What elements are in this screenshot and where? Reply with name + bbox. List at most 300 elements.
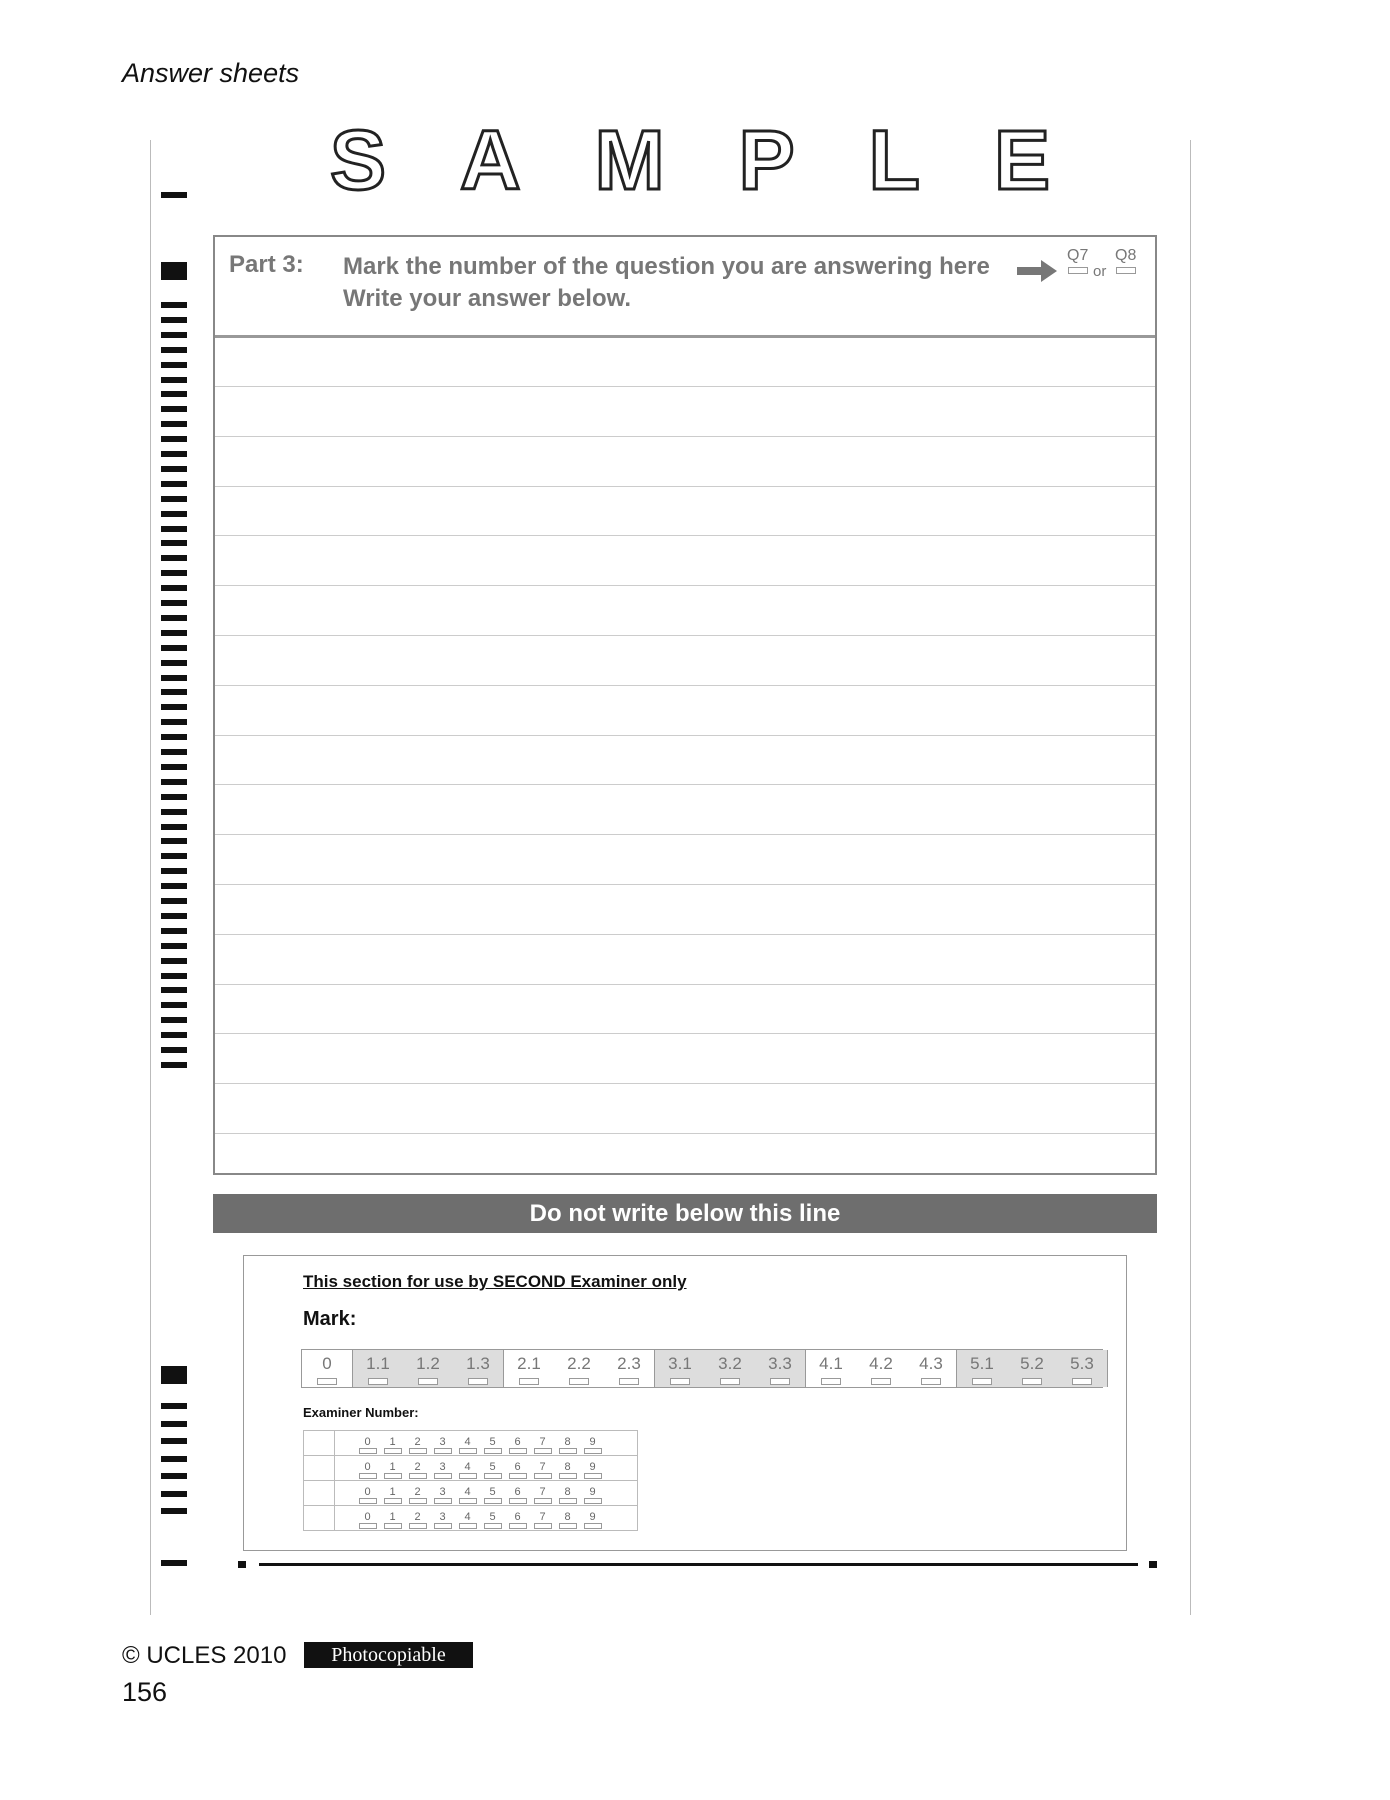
digit-row [304, 1481, 638, 1506]
checkbox[interactable] [534, 1498, 552, 1504]
mark-value: 4.2 [869, 1354, 893, 1373]
timing-mark [161, 362, 187, 368]
checkbox[interactable] [584, 1523, 602, 1529]
timing-mark [161, 943, 187, 949]
answer-line [215, 635, 1155, 636]
checkbox[interactable] [720, 1378, 740, 1385]
mark-option[interactable] [604, 1350, 654, 1387]
checkbox[interactable] [584, 1448, 602, 1454]
digit-option[interactable] [580, 1486, 605, 1504]
timing-mark [161, 928, 187, 934]
watermark-letter: M [594, 113, 665, 207]
checkbox[interactable] [534, 1473, 552, 1479]
timing-mark [161, 332, 187, 338]
mark-value: 5.3 [1070, 1354, 1094, 1373]
timing-mark [161, 377, 187, 383]
digit-label: 0 [364, 1511, 371, 1523]
timing-mark [161, 391, 187, 397]
checkbox[interactable] [459, 1523, 477, 1529]
digit-label: 3 [439, 1461, 446, 1473]
checkbox[interactable] [972, 1378, 992, 1385]
digit-label: 9 [589, 1511, 596, 1523]
digit-option[interactable] [555, 1486, 580, 1504]
answer-line [215, 834, 1155, 835]
timing-mark [161, 511, 187, 517]
answer-line [215, 1083, 1155, 1084]
mark-option[interactable] [353, 1350, 403, 1387]
digit-option[interactable] [480, 1461, 505, 1479]
digit-option[interactable] [530, 1436, 555, 1454]
digit-label: 2 [414, 1461, 421, 1473]
timing-mark [161, 555, 187, 561]
timing-mark [161, 1456, 187, 1462]
digit-label: 1 [389, 1461, 396, 1473]
timing-mark [161, 853, 187, 859]
digit-row-cell [304, 1431, 335, 1456]
timing-mark [161, 1473, 187, 1479]
timing-mark [161, 1017, 187, 1023]
checkbox[interactable] [534, 1523, 552, 1529]
digit-option[interactable] [430, 1461, 455, 1479]
timing-mark [161, 809, 187, 815]
checkbox[interactable] [921, 1378, 941, 1385]
digit-option[interactable] [480, 1486, 505, 1504]
mark-option[interactable] [302, 1350, 352, 1387]
timing-mark [161, 347, 187, 353]
digit-label: 6 [514, 1436, 521, 1448]
timing-mark [161, 1421, 187, 1427]
digit-option[interactable] [555, 1461, 580, 1479]
timing-mark [161, 1438, 187, 1444]
checkbox[interactable] [459, 1448, 477, 1454]
checkbox[interactable] [1068, 267, 1088, 274]
answer-line [215, 784, 1155, 785]
mark-grid [301, 1349, 1103, 1388]
mark-option[interactable] [906, 1350, 956, 1387]
checkbox[interactable] [468, 1378, 488, 1385]
digit-row-cell [304, 1456, 335, 1481]
timing-mark [161, 883, 187, 889]
digit-option[interactable] [355, 1511, 380, 1529]
digit-option[interactable] [380, 1486, 405, 1504]
checkbox[interactable] [619, 1378, 639, 1385]
digit-option[interactable] [505, 1511, 530, 1529]
digit-option[interactable] [380, 1461, 405, 1479]
digit-option[interactable] [580, 1511, 605, 1529]
digit-option[interactable] [455, 1486, 480, 1504]
digit-label: 8 [564, 1486, 571, 1498]
timing-mark [161, 734, 187, 740]
checkbox[interactable] [384, 1523, 402, 1529]
copyright: © UCLES 2010 [122, 1642, 287, 1669]
digit-label: 4 [464, 1436, 471, 1448]
timing-mark [161, 838, 187, 844]
timing-mark [161, 868, 187, 874]
checkbox[interactable] [1072, 1378, 1092, 1385]
digit-option[interactable] [355, 1436, 380, 1454]
checkbox[interactable] [484, 1523, 502, 1529]
checkbox[interactable] [484, 1473, 502, 1479]
checkbox[interactable] [670, 1378, 690, 1385]
checkbox[interactable] [418, 1378, 438, 1385]
timing-mark [161, 987, 187, 993]
part-instruction-2: Write your answer below. [343, 285, 632, 312]
mark-value: 3.3 [768, 1354, 792, 1373]
digit-label: 3 [439, 1486, 446, 1498]
checkbox[interactable] [409, 1498, 427, 1504]
timing-mark [161, 749, 187, 755]
timing-mark [161, 958, 187, 964]
mark-group [957, 1350, 1108, 1387]
mark-option[interactable] [453, 1350, 503, 1387]
checkbox[interactable] [1022, 1378, 1042, 1385]
digit-row [304, 1506, 638, 1531]
mark-option[interactable] [806, 1350, 856, 1387]
checkbox[interactable] [359, 1448, 377, 1454]
option-q7[interactable] [1067, 247, 1088, 274]
checkbox[interactable] [368, 1378, 388, 1385]
timing-mark [161, 451, 187, 457]
timing-mark [161, 630, 187, 636]
digit-label: 7 [539, 1436, 546, 1448]
checkbox[interactable] [519, 1378, 539, 1385]
checkbox[interactable] [484, 1498, 502, 1504]
left-margin-line [150, 140, 151, 1615]
digit-option[interactable] [530, 1511, 555, 1529]
digit-options [335, 1456, 638, 1481]
timing-mark [161, 540, 187, 546]
answer-line [215, 585, 1155, 586]
part-label: Part 3: [229, 251, 304, 278]
digit-label: 7 [539, 1511, 546, 1523]
digit-option[interactable] [580, 1461, 605, 1479]
checkbox[interactable] [409, 1448, 427, 1454]
digit-row-cell [304, 1481, 335, 1506]
digit-option[interactable] [405, 1511, 430, 1529]
checkbox[interactable] [821, 1378, 841, 1385]
digit-option[interactable] [455, 1461, 480, 1479]
checkbox[interactable] [384, 1448, 402, 1454]
digit-option[interactable] [530, 1486, 555, 1504]
digit-row [304, 1456, 638, 1481]
checkbox[interactable] [484, 1448, 502, 1454]
timing-mark [161, 600, 187, 606]
digit-label: 5 [489, 1436, 496, 1448]
answer-line [215, 486, 1155, 487]
digit-option[interactable] [555, 1436, 580, 1454]
timing-mark [161, 913, 187, 919]
digit-option[interactable] [430, 1436, 455, 1454]
digit-label: 3 [439, 1436, 446, 1448]
digit-option[interactable] [405, 1486, 430, 1504]
checkbox[interactable] [559, 1448, 577, 1454]
mark-value: 1.2 [416, 1354, 440, 1373]
digit-option[interactable] [580, 1436, 605, 1454]
digit-option[interactable] [480, 1436, 505, 1454]
arrow-right-icon [1017, 259, 1057, 283]
checkbox[interactable] [559, 1523, 577, 1529]
running-header: Answer sheets [122, 58, 300, 88]
answer-line [215, 984, 1155, 985]
part-instruction: Mark the number of the question you are answering here [343, 253, 990, 280]
digit-options [335, 1431, 638, 1456]
answer-line [215, 535, 1155, 536]
digit-option[interactable] [455, 1436, 480, 1454]
checkbox[interactable] [409, 1473, 427, 1479]
watermark-letter: E [993, 113, 1050, 207]
mark-option[interactable] [957, 1350, 1007, 1387]
mark-value: 2.1 [517, 1354, 541, 1373]
timing-mark [161, 526, 187, 532]
bottom-rule [259, 1563, 1138, 1566]
mark-value: 3.1 [668, 1354, 692, 1373]
or-text: or [1093, 263, 1107, 280]
digit-label: 9 [589, 1461, 596, 1473]
timing-mark [161, 1032, 187, 1038]
checkbox[interactable] [434, 1523, 452, 1529]
checkbox[interactable] [509, 1523, 527, 1529]
part-header [215, 237, 1155, 338]
digit-label: 4 [464, 1486, 471, 1498]
mark-value: 0 [322, 1354, 332, 1373]
checkbox[interactable] [409, 1523, 427, 1529]
digit-option[interactable] [555, 1511, 580, 1529]
checkbox[interactable] [459, 1473, 477, 1479]
digit-option[interactable] [405, 1436, 430, 1454]
timing-mark [161, 192, 187, 198]
answer-line [215, 1033, 1155, 1034]
timing-mark [161, 1403, 187, 1409]
mark-option[interactable] [1057, 1350, 1107, 1387]
checkbox[interactable] [459, 1498, 477, 1504]
checkbox[interactable] [434, 1448, 452, 1454]
mark-option[interactable] [1007, 1350, 1057, 1387]
timing-mark [161, 1002, 187, 1008]
timing-mark [161, 1508, 187, 1514]
answer-line [215, 1133, 1155, 1134]
timing-mark [161, 585, 187, 591]
digit-label: 2 [414, 1486, 421, 1498]
mark-option[interactable] [403, 1350, 453, 1387]
mark-value: 1.3 [466, 1354, 490, 1373]
digit-label: 0 [364, 1486, 371, 1498]
mark-option[interactable] [655, 1350, 705, 1387]
answer-line [215, 436, 1155, 437]
corner-mark [1149, 1561, 1157, 1568]
digit-label: 4 [464, 1461, 471, 1473]
digit-option[interactable] [505, 1486, 530, 1504]
timing-mark [161, 1491, 187, 1497]
answer-line [215, 386, 1155, 387]
checkbox[interactable] [559, 1473, 577, 1479]
timing-mark [161, 675, 187, 681]
checkbox[interactable] [871, 1378, 891, 1385]
corner-mark [238, 1561, 246, 1568]
examiner-number-label: Examiner Number: [303, 1405, 419, 1420]
timing-mark [161, 406, 187, 412]
timing-mark [161, 481, 187, 487]
answer-area[interactable] [215, 338, 1155, 1176]
answer-box [213, 235, 1157, 1175]
digit-option[interactable] [380, 1511, 405, 1529]
digit-option[interactable] [405, 1461, 430, 1479]
digit-label: 1 [389, 1436, 396, 1448]
timing-mark [161, 794, 187, 800]
checkbox[interactable] [584, 1498, 602, 1504]
digit-label: 5 [489, 1511, 496, 1523]
timing-mark [161, 1560, 187, 1566]
option-q8[interactable] [1115, 247, 1136, 274]
digit-option[interactable] [355, 1486, 380, 1504]
digit-label: 6 [514, 1486, 521, 1498]
answer-line [215, 934, 1155, 935]
digit-label: 5 [489, 1461, 496, 1473]
checkbox[interactable] [534, 1448, 552, 1454]
timing-mark [161, 421, 187, 427]
digit-label: 5 [489, 1486, 496, 1498]
mark-value: 5.2 [1020, 1354, 1044, 1373]
mark-value: 3.2 [718, 1354, 742, 1373]
option-label: Q8 [1115, 247, 1137, 264]
timing-mark [161, 719, 187, 725]
digit-label: 2 [414, 1436, 421, 1448]
digit-label: 8 [564, 1461, 571, 1473]
checkbox[interactable] [770, 1378, 790, 1385]
checkbox[interactable] [1116, 267, 1136, 274]
checkbox[interactable] [434, 1498, 452, 1504]
mark-value: 1.1 [366, 1354, 390, 1373]
checkbox[interactable] [434, 1473, 452, 1479]
mark-value: 2.3 [617, 1354, 641, 1373]
digit-option[interactable] [355, 1461, 380, 1479]
answer-line [215, 735, 1155, 736]
page-number: 156 [122, 1677, 168, 1707]
watermark-letter: A [460, 113, 521, 207]
timing-mark [161, 779, 187, 785]
digit-label: 9 [589, 1486, 596, 1498]
checkbox[interactable] [384, 1498, 402, 1504]
timing-mark [161, 764, 187, 770]
checkbox[interactable] [559, 1498, 577, 1504]
timing-mark [161, 645, 187, 651]
mark-group [302, 1350, 353, 1387]
digit-option[interactable] [430, 1486, 455, 1504]
checkbox[interactable] [359, 1498, 377, 1504]
watermark-letter: P [738, 113, 795, 207]
digit-label: 1 [389, 1511, 396, 1523]
digit-label: 9 [589, 1436, 596, 1448]
digit-option[interactable] [455, 1511, 480, 1529]
digit-label: 8 [564, 1511, 571, 1523]
examiner-number-grid [303, 1430, 638, 1531]
digit-row [304, 1431, 638, 1456]
mark-value: 2.2 [567, 1354, 591, 1373]
mark-group [806, 1350, 957, 1387]
checkbox[interactable] [384, 1473, 402, 1479]
checkbox[interactable] [359, 1523, 377, 1529]
checkbox[interactable] [584, 1473, 602, 1479]
mark-option[interactable] [504, 1350, 554, 1387]
timing-mark [161, 1366, 187, 1384]
timing-mark [161, 615, 187, 621]
answer-line [215, 685, 1155, 686]
right-margin-line [1190, 140, 1191, 1615]
timing-mark [161, 689, 187, 695]
digit-option[interactable] [380, 1436, 405, 1454]
sample-watermark [330, 112, 1050, 209]
digit-label: 6 [514, 1511, 521, 1523]
timing-mark [161, 570, 187, 576]
digit-label: 8 [564, 1436, 571, 1448]
timing-mark [161, 466, 187, 472]
mark-value: 5.1 [970, 1354, 994, 1373]
checkbox[interactable] [509, 1473, 527, 1479]
digit-options [335, 1506, 638, 1531]
checkbox[interactable] [317, 1378, 337, 1385]
timing-mark [161, 436, 187, 442]
mark-option[interactable] [856, 1350, 906, 1387]
mark-group [655, 1350, 806, 1387]
divider-banner: Do not write below this line [213, 1194, 1157, 1233]
digit-label: 7 [539, 1461, 546, 1473]
timing-mark [161, 1047, 187, 1053]
digit-row-cell [304, 1506, 335, 1531]
mark-group [353, 1350, 504, 1387]
timing-mark [161, 898, 187, 904]
timing-mark [161, 262, 187, 280]
timing-mark [161, 496, 187, 502]
mark-option[interactable] [755, 1350, 805, 1387]
digit-label: 3 [439, 1511, 446, 1523]
examiner-section [243, 1255, 1127, 1551]
checkbox[interactable] [359, 1473, 377, 1479]
timing-mark [161, 1062, 187, 1068]
timing-mark [161, 704, 187, 710]
checkbox[interactable] [509, 1498, 527, 1504]
mark-option[interactable] [705, 1350, 755, 1387]
digit-option[interactable] [505, 1461, 530, 1479]
digit-label: 4 [464, 1511, 471, 1523]
photocopiable-label: Photocopiable [304, 1642, 473, 1668]
digit-label: 6 [514, 1461, 521, 1473]
checkbox[interactable] [509, 1448, 527, 1454]
checkbox[interactable] [569, 1378, 589, 1385]
mark-value: 4.1 [819, 1354, 843, 1373]
digit-label: 2 [414, 1511, 421, 1523]
watermark-letter: L [868, 113, 920, 207]
mark-value: 4.3 [919, 1354, 943, 1373]
timing-mark [161, 824, 187, 830]
timing-mark [161, 973, 187, 979]
mark-group [504, 1350, 655, 1387]
digit-label: 7 [539, 1486, 546, 1498]
digit-option[interactable] [480, 1511, 505, 1529]
mark-option[interactable] [554, 1350, 604, 1387]
answer-line [215, 884, 1155, 885]
digit-option[interactable] [430, 1511, 455, 1529]
digit-option[interactable] [505, 1436, 530, 1454]
digit-label: 1 [389, 1486, 396, 1498]
timing-mark [161, 302, 187, 308]
mark-label: Mark: [303, 1308, 357, 1330]
option-label: Q7 [1067, 247, 1089, 264]
timing-mark [161, 317, 187, 323]
digit-label: 0 [364, 1436, 371, 1448]
digit-label: 0 [364, 1461, 371, 1473]
timing-mark [161, 660, 187, 666]
digit-option[interactable] [530, 1461, 555, 1479]
digit-options [335, 1481, 638, 1506]
